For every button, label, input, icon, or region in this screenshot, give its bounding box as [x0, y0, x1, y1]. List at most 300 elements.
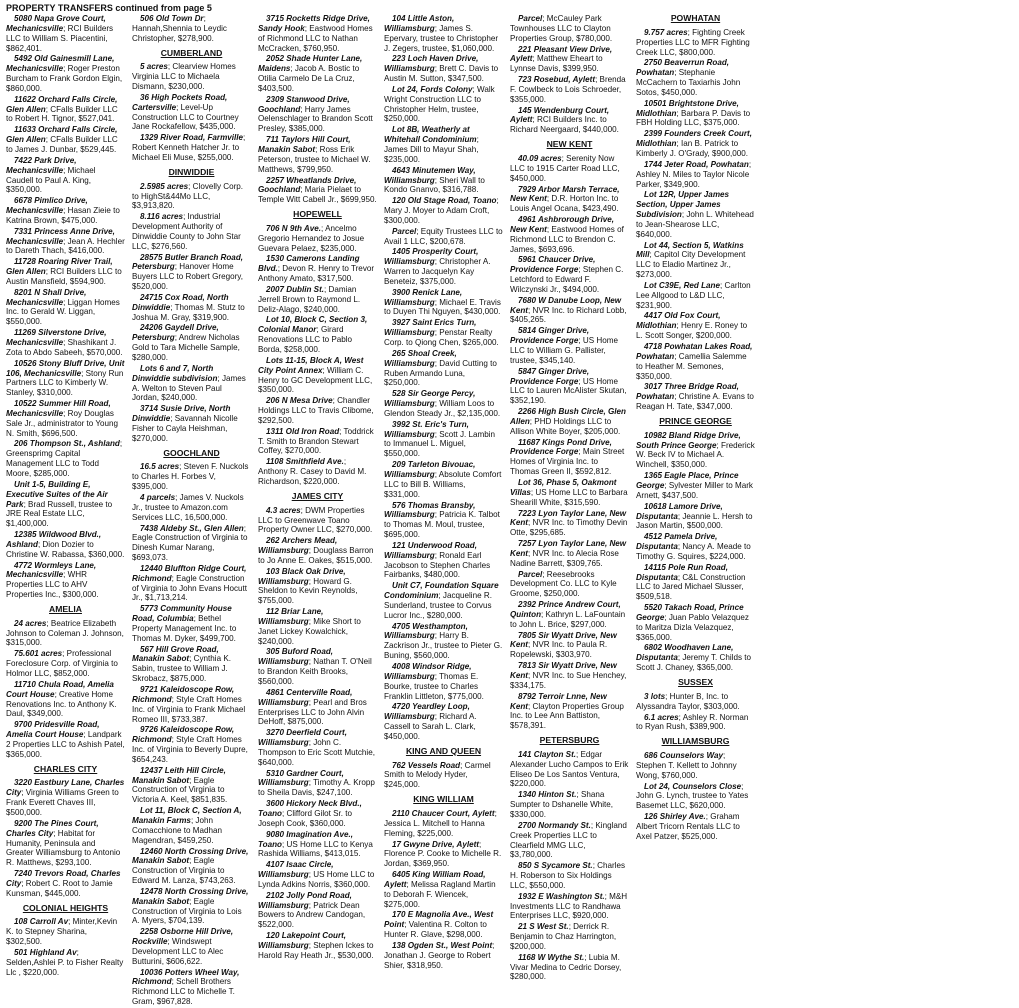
property-address: 2052 Shade Hunter Lane, Maidens [258, 54, 363, 74]
transfer-entry [384, 288, 503, 318]
transfer-entry [636, 190, 755, 239]
transfer-details: ; Matthew Eheart to Lynnse Davis, $399,950. [510, 54, 603, 74]
transfer-details: ; Beatrice Elizabeth Johnson to Coleman J. Johnson, $315,000. [6, 618, 124, 648]
transfer-details: ; John G. Lynch, trustee to Yates Basemet LLC, $620,000. [636, 781, 749, 811]
transfer-details: ; John C. Thompson to Eric Scott Mutchie, $640,000. [258, 738, 375, 767]
transfer-entry [384, 389, 503, 419]
transfer-entry [510, 367, 629, 406]
transfer-entry [6, 948, 125, 978]
property-address: 3220 Eastbury Lane, Charles City [6, 778, 125, 798]
transfer-entry [6, 720, 125, 759]
transfer-entry [636, 342, 755, 381]
transfer-details: ; Barbara P. Davis to FBH Holding LLC, $375,000. [636, 108, 751, 128]
property-address: 7438 Aldeby St., Glen Allen [140, 523, 244, 533]
property-address: Lot 8B, Weatherly at Whitehall Condominium [384, 125, 477, 145]
property-address: 10982 Bland Ridge Drive, South Prince George [636, 430, 741, 450]
property-address: 11269 Silverstone Drive, Mechanicsville [6, 328, 107, 347]
property-address: Lot 11, Block C, Section A, Manakin Farms [132, 806, 242, 825]
transfer-entry [384, 420, 503, 459]
property-address: 2309 Stanwood Drive, Goochland [258, 94, 350, 114]
transfer-entry [6, 530, 125, 560]
transfer-entry [132, 323, 251, 362]
property-address: 4772 Wormleys Lane, Mechanicsville [6, 560, 97, 580]
property-address: 501 Highland Av [14, 947, 77, 957]
transfer-entry [384, 166, 503, 196]
transfer-entry [384, 227, 503, 247]
transfer-details: ; Eagle Construction of Virginia to Lois A. Myers, $704,139. [132, 896, 242, 926]
transfer-details: ; RCI Builders LLC to Austin Mansfield, $594,900. [6, 267, 122, 286]
transfer-details: ; Brenda F. Cowlbeck to Lois Schroeder, $355,000. [510, 75, 626, 104]
property-address: 2266 High Bush Circle, Glen Allen [510, 407, 626, 426]
transfer-entry [132, 212, 251, 251]
transfer-entry [384, 941, 503, 971]
property-address: 2007 Dublin St. [266, 284, 325, 294]
transfer-details: ; James Dill to Mayur Shah, $235,000. [384, 135, 479, 164]
property-address: 2.5985 acres [140, 181, 189, 191]
property-address: Lots 11-15, Block A, West City Point Annex [258, 355, 364, 375]
transfer-details: ; NVR Inc. to Alecia Rose Nadine Barrett, $309,765. [510, 548, 619, 568]
transfer-entry [132, 685, 251, 724]
transfer-entry [132, 847, 251, 886]
transfer-details: ; Thomas M. Stutz to Joshua M. Gray, $319,900. [132, 302, 245, 322]
transfer-details: ; Graham Albert Tricorn Rentals LLC to Axel Patzer, $525,000. [636, 812, 740, 841]
transfer-details: ; Christine A. Evans to Reagan H. Tate, $347,000. [636, 392, 754, 412]
transfer-details: ; DWM Properties LLC to Greenwave Toano Property Owner LLC, $270,000. [258, 505, 373, 535]
property-address: 24206 Gaydell Drive, Petersburg [132, 323, 219, 343]
transfer-details: ; Girard Renovations LLC to Pablo Borda, $258,000. [258, 325, 353, 354]
transfer-details: ; Jeannie L. Hersh to Jason Martin, $500,000. [636, 511, 753, 531]
transfer-details: ; Damian Jerrell Brown to Raymond L. Deliz-Alago, $240,000. [258, 284, 361, 314]
transfer-entry [510, 215, 629, 254]
transfer-details: ; Brett C. Davis to Austin M. Sutton, $347,500. [384, 64, 499, 84]
transfer-details: ; Walk Wright Construction LLC to Christopher Helm, trustee, $250,000. [384, 84, 495, 124]
transfer-entry [258, 135, 377, 174]
columns [6, 14, 1015, 1008]
transfer-details: ; Ashley R. Norman to Ryan Rush, $389,900. [636, 712, 749, 732]
column-3 [258, 14, 377, 1008]
transfer-entry [636, 713, 755, 733]
transfer-details: ; NVR Inc. to Timothy Devin Otte, $295,685. [510, 518, 628, 538]
transfer-details: ; Harry B. Zackrison Jr., trustee to Pieter G. Buning, $560,000. [384, 631, 503, 661]
transfer-entry [258, 799, 377, 829]
transfer-details: ; Sylvester Miller to Mark Arnett, $437,500. [636, 480, 753, 500]
transfer-details: ; Toddrick T. Smith to Brandon Stewart Coffey, $270,000. [258, 426, 374, 456]
section-heading: CUMBERLAND [160, 47, 223, 58]
transfer-entry [132, 493, 251, 523]
transfer-entry [510, 661, 629, 691]
property-address: 7813 Sir Wyatt Drive, New Kent [510, 661, 617, 680]
property-address: 12437 Leith Hill Circle, Manakin Sabot [132, 765, 226, 785]
property-address: 9726 Kaleidoscope Row, Richmond [132, 725, 235, 745]
property-address: 7422 Park Drive, Mechanicsville [6, 155, 77, 175]
transfer-entry [258, 14, 377, 53]
property-address: 723 Rosebud, Aylett [518, 75, 596, 85]
section-heading: PRINCE GEORGE [659, 415, 732, 426]
transfer-details: ; US Home LLC to Lauren McAlister Skutan, $352,190. [510, 376, 627, 406]
property-address: 209 Tarleton Bivouac, Williamsburg [384, 460, 476, 479]
property-address: 7929 Arbor Marsh Terrace, New Kent [510, 184, 620, 204]
transfer-details: ; Richard A. Cassell to Sarah L. Clark, $450,000. [384, 712, 477, 741]
property-address: 11728 Roaring River Trail, Glen Allen [6, 257, 113, 277]
transfer-entry [384, 761, 503, 791]
property-address: Lot 44, Section 5, Watkins Mill [636, 240, 744, 260]
transfer-entry [6, 619, 125, 649]
property-address: 3900 Renick Lane, Williamsburg [384, 287, 463, 307]
property-address: 8201 N Shall Drive, Mechanicsville [6, 287, 87, 307]
property-address: 686 Counselors Way [644, 751, 724, 761]
transfer-details: ; Jeremy T. Childs to Scott J. Chaney, $365,000. [636, 653, 751, 673]
transfer-details: ; Robert Kenneth Hatcher Jr. to Michael Eli Muse, $255,000. [132, 133, 246, 162]
transfer-details: ; Thomas E. Bourke, trustee to Charles Franklin Littleton, $775,000. [384, 671, 484, 701]
transfer-entry [258, 254, 377, 284]
property-address: 14115 Pole Run Road, Disputanta [636, 562, 728, 582]
property-address: 506 Old Town Dr [140, 14, 204, 23]
transfer-details: ; Main Street Homes of Virginia Inc. to Thomas Green II, $592,812. [510, 447, 625, 477]
property-address: 3992 St. Eric's Turn, Williamsburg [384, 419, 469, 439]
transfer-details: ; CFalls Builder LLC to James J. Dunbar, $529,445. [6, 135, 118, 154]
section-heading: CHARLES CITY [33, 763, 98, 774]
property-address: 36 High Pockets Road, Cartersville [132, 92, 228, 112]
property-address: 4008 Windsor Ridge, Williamsburg [384, 662, 472, 681]
property-address: 7805 Sir Wyatt Drive, New Kent [510, 630, 617, 650]
transfer-details: ; James S. Epervary, trustee to Christopher J. Zegers, trustee, $1,060,000. [384, 23, 499, 53]
transfer-entry [384, 349, 503, 388]
property-address: 120 Old Stage Road, Toano [392, 196, 497, 206]
section-heading: SUSSEX [678, 677, 713, 687]
transfer-details: ; C&L Construction LLC to Jared Michael Slusser, $509,518. [636, 572, 746, 602]
transfer-entry [258, 396, 377, 426]
transfer-entry [384, 54, 503, 84]
transfer-details: ; Style Craft Homes Inc. of Virginia to Frank Michael Romeo III, $733,387. [132, 694, 246, 724]
transfer-details: ; John L. Whitehead to Jean-Shearose LLC, $640,000. [636, 210, 754, 239]
section-heading: DINWIDDIE [168, 166, 215, 177]
transfer-entry [510, 438, 629, 477]
transfer-details: ; Edgar Alexander Lucho Campos to Erik Eliseo De Los Santos Ventura, $220,000. [510, 749, 629, 789]
property-address: 5080 Napa Grove Court, Mechanicsville [6, 14, 106, 33]
transfer-entry [510, 106, 629, 136]
property-address: 4718 Powhatan Lakes Road, Powhatan [636, 342, 753, 361]
transfer-entry [510, 922, 629, 952]
property-address: Parcel [392, 226, 417, 236]
transfer-entry [636, 58, 755, 97]
property-address: 4512 Pamela Drive, Disputanta [636, 532, 718, 552]
transfer-details: ; Professional Foreclosure Corp. of Virginia to Holmor LLC, $852,000. [6, 649, 118, 678]
property-address: 7240 Trevors Road, Charles City [6, 869, 121, 888]
property-address: 2258 Osborne Hill Drive, Rockville [132, 927, 234, 947]
transfer-details: ; Michael E. Travis to Duyen Thi Nguyen, $430,000. [384, 297, 501, 317]
transfer-entry [510, 326, 629, 365]
transfer-entry [384, 910, 503, 940]
transfer-entry [258, 769, 377, 799]
transfer-details: ; Eagle Construction of Virginia to Victoria A. Keel, $851,835. [132, 775, 228, 805]
transfer-details: ; Clayton Properties Group Inc. to Lee Ann Battiston, $578,391. [510, 701, 624, 731]
transfer-details: ; Robert C. Root to Jamie Kunsman, $445,000. [6, 878, 113, 898]
transfer-details: ; Anthony R. Casey to David M. Richardson, $220,000. [258, 457, 367, 486]
transfer-details: ; William Loos to Glendon Steady Jr., $2,135,000. [384, 399, 501, 418]
property-address: 3017 Three Bridge Road, Powhatan [636, 382, 739, 402]
transfer-details: ; Michael Caudell to Paul A. King, $350,000. [6, 165, 96, 195]
transfer-details: ; Pearl and Bros Enterprises LLC to John Alvin DeHoff, $875,000. [258, 697, 367, 727]
property-address: 2257 Wheatlands Drive, Goochland [258, 175, 357, 195]
transfer-entry [258, 356, 377, 395]
transfer-details: ; Nancy A. Meade to Timothy G. Squires, $224,000. [636, 542, 751, 561]
transfer-entry [510, 539, 629, 569]
transfer-details: ; John Comacchione to Madhan Magendran, $459,250. [132, 815, 222, 845]
transfer-details: ; Jonathan J. George to Robert Shier, $318,950. [384, 940, 495, 970]
transfer-entry [636, 643, 755, 673]
transfer-details: ; Harry James Oelenschlager to Brandon Scott Presley, $385,000. [258, 104, 373, 134]
transfer-entry [132, 133, 251, 163]
transfer-details: ; Dion Dozier to Christine W. Rabassa, $360,000. [6, 539, 125, 559]
property-address: 4 parcels [140, 492, 176, 502]
transfer-entry [258, 54, 377, 93]
transfer-entry [384, 702, 503, 741]
transfer-entry [6, 257, 125, 287]
property-address: 24 acres [14, 618, 47, 628]
property-address: 576 Thomas Bransby, Williamsburg [384, 500, 476, 520]
property-address: 170 E Magnolia Ave., West Point [384, 910, 494, 930]
property-address: 121 Underwood Road, Williamsburg [384, 540, 477, 560]
transfer-entry [258, 457, 377, 487]
property-address: 9700 Pridesville Road, Amelia Court House [6, 720, 100, 740]
transfer-entry [636, 382, 755, 412]
transfer-entry [6, 288, 125, 327]
transfer-entry [6, 819, 125, 868]
section-heading: GOOCHLAND [163, 447, 220, 458]
transfer-entry [636, 812, 755, 842]
property-address: 1340 Hinton St. [518, 790, 577, 800]
transfer-details: ; Jean A. Hechler to Dareth Thach, $416,000. [6, 236, 125, 256]
transfer-details: ; Stephanie McCachern to Taxiarhis John Sotos, $450,000. [636, 68, 741, 97]
transfer-details: ; CFalls Builder LLC to Robert H. Tignor, $527,041. [6, 104, 118, 124]
transfer-details: ; Valentina R. Colton to Hunter R. Glave, $298,000. [384, 920, 487, 940]
transfer-entry [384, 247, 503, 286]
property-address: 1932 E Washington St. [518, 891, 605, 901]
transfer-details: ; Clearview Homes Virginia LLC to Michaela Dismann, $230,000. [132, 62, 236, 92]
transfer-entry [636, 281, 755, 311]
transfer-details: ; Hannah,Shennia to Leydic Christopher, $278,900. [132, 14, 227, 43]
property-address: 8.116 acres [140, 212, 184, 222]
transfer-details: ; McCauley Park Townhouses LLC to Clayton Properties Group, $780,000. [510, 14, 613, 43]
section-heading: KING AND QUEEN [405, 745, 482, 756]
transfer-entry [258, 315, 377, 354]
transfer-entry [6, 917, 125, 947]
property-address: 108 Carroll Av [14, 917, 69, 927]
property-address: 6.1 acres [644, 712, 679, 722]
transfer-entry [510, 296, 629, 326]
property-address: Parcel [518, 569, 543, 579]
transfer-details: ; Camellia Salemme to Heather M. Semones, $350,000. [636, 351, 747, 381]
property-address: 3715 Rocketts Ridge Drive, Sandy Hook [258, 14, 370, 33]
transfer-details: ; Scott J. Lambin to Immanuel L. Miguel, $550,000. [384, 429, 496, 459]
property-address: 4861 Centerville Road, Williamsburg [258, 687, 353, 707]
property-address: 7223 Lyon Taylor Lane, New Kent [510, 508, 627, 528]
transfer-entry [510, 14, 629, 44]
transfer-details: ; Absolute Comfort LLC to Bill B. Williams, $331,000. [384, 469, 502, 499]
property-address: 10036 Potters Wheel Way, Richmond [132, 967, 240, 987]
transfer-entry [384, 809, 503, 839]
property-address: Lots 6 and 7, North Dinwiddie subdivision [132, 363, 218, 383]
property-address: 305 Buford Road, Williamsburg [258, 647, 334, 667]
transfer-details: ; Timothy A. Kropp to Sheila Davis, $247,100. [258, 778, 375, 798]
transfer-entry [6, 778, 125, 817]
property-address: Unit 1-5, Building E, Executive Suites of the Air Park [6, 479, 108, 509]
transfer-entry [6, 359, 125, 398]
transfer-entry [132, 462, 251, 492]
transfer-entry [6, 399, 125, 438]
property-address: 141 Clayton St. [518, 749, 577, 759]
transfer-entry [132, 364, 251, 403]
transfer-details: ; Melissa Ragland Martin to Deborah F. Wiencek, $275,000. [384, 879, 496, 909]
transfer-entry [6, 561, 125, 600]
property-address: 16.5 acres [140, 462, 180, 472]
transfer-details: ; Ian B. Patrick to Kimberly J. O'Grady, $900,000. [636, 139, 749, 158]
transfer-entry [510, 185, 629, 215]
transfer-entry [6, 680, 125, 719]
transfer-details: ; Hanover Home Buyers LLC to Robert Gregory, $520,000. [132, 262, 243, 292]
transfer-details: ; RCI Builders Inc. to Richard Neergaard, $440,000. [510, 115, 619, 135]
property-address: 221 Pleasant View Drive, Aylett [510, 44, 613, 64]
transfer-details: ; WHR Properties LLC to AHV Properties Inc., $300,000. [6, 570, 99, 600]
transfer-entry [636, 311, 755, 341]
transfer-details: ; D.R. Horton Inc. to Louis Angel Ocana, $423,490. [510, 194, 619, 214]
property-address: 12460 North Crossing Drive, Manakin Sabot [132, 846, 249, 866]
section-heading: AMELIA [49, 603, 82, 614]
property-address: 10526 Stony Bluff Drive, Unit 106, Mechanicsville [6, 358, 125, 378]
transfer-entry [258, 536, 377, 566]
transfer-entry [384, 125, 503, 164]
transfer-details: ; Nathan T. O'Neil to Brandon Keith Brooks, $560,000. [258, 657, 372, 686]
transfer-details: ; Patrick Dean Bowers to Andrew Candogan, $522,000. [258, 900, 366, 930]
transfer-entry [636, 160, 755, 190]
property-address: 10522 Summer Hill Road, Mechanicsville [6, 399, 111, 418]
property-address: 2700 Normandy St. [518, 820, 591, 830]
transfer-entry [258, 647, 377, 686]
transfer-entry [384, 662, 503, 701]
transfer-entry [384, 581, 503, 620]
transfer-entry [384, 460, 503, 499]
transfer-entry [132, 766, 251, 805]
property-address: Lot 24, Counselors Close [644, 781, 742, 791]
section-heading: KING WILLIAM [413, 794, 474, 805]
property-address: Lot 36, Phase 5, Oakmont Villas [510, 477, 617, 497]
property-address: 75.601 acres [14, 649, 63, 659]
transfer-details: ; Eastwood Homes of Richmond LLC to Nathan McCracken, $760,950. [258, 23, 373, 53]
property-address: 11710 Chula Road, Amelia Court House [6, 679, 114, 699]
property-address: 6405 King William Road, Aylett [384, 870, 486, 889]
transfer-details: ; Industrial Development Authority of Dinwiddie County to John Star LLC, $276,560. [132, 212, 241, 251]
property-address: 1744 Jeter Road, Powhatan [644, 159, 749, 169]
transfer-entry [510, 692, 629, 731]
property-address: 567 Hill Grove Road, Manakin Sabot [132, 644, 219, 664]
transfer-entry [510, 892, 629, 922]
transfer-details: ; Clovelly Corp. to HighSt&44Mo LLC, $3,913,820. [132, 181, 244, 211]
transfer-details: ; Mary J. Moyer to Adam Croft, $300,000. [384, 196, 499, 225]
property-address: 8792 Terroir Lnne, New Kent [510, 691, 607, 711]
transfer-entry [6, 14, 125, 53]
property-address: 120 Lakepoint Court, Williamsburg [258, 931, 347, 950]
transfer-details: ; Ancelmo Gregorio Hernandez to Josue Guevara Pelaez, $235,000. [258, 223, 365, 253]
transfer-entry [6, 439, 125, 478]
transfer-details: ; US Home LLC to Barbara Shearill White, $315,590. [510, 487, 628, 507]
transfer-details: ; NVR Inc. to Sue Henchey, $334,175. [510, 671, 627, 690]
transfer-details: ; Hunter B, Inc. to Alyssandra Taylor, $303,000. [636, 691, 740, 711]
transfer-details: ; William C. Henry to GC Development LLC, $350,000. [258, 365, 373, 395]
property-address: 40.09 acres [518, 153, 562, 163]
transfer-details: ; Kathryn L. LaFountain to John L. Brice, $297,000. [510, 609, 626, 629]
transfer-entry [636, 532, 755, 562]
transfer-entry [636, 782, 755, 812]
property-address: 1329 River Road, Farmville [140, 133, 244, 143]
transfer-entry [384, 622, 503, 661]
property-address: 24715 Cox Road, North Dinwiddie [132, 292, 229, 312]
property-address: 5520 Takach Road, Prince George [636, 603, 744, 622]
transfer-entry [132, 564, 251, 603]
transfer-entry [132, 404, 251, 443]
property-address: 126 Shirley Ave. [644, 812, 706, 822]
property-address: Unit C7, Foundation Square Condominium [384, 581, 499, 601]
transfer-entry [258, 728, 377, 767]
transfer-entry [510, 631, 629, 661]
property-address: 206 N Mesa Drive [266, 396, 333, 406]
transfer-entry [510, 600, 629, 630]
transfer-entry [258, 567, 377, 606]
transfer-entry [132, 927, 251, 966]
transfer-details: ; Jacob A. Bostic to Otilia Carmelo De La Cruz, $403,500. [258, 64, 360, 93]
property-address: 1365 Eagle Place, Prince George [636, 471, 739, 490]
transfer-entry [132, 93, 251, 132]
section-heading: HOPEWELL [293, 209, 342, 220]
transfer-details: ; Serenity Now LLC to 1915 Carter Road LLC, $450,000. [510, 153, 620, 183]
property-address: 711 Taylors Hill Court, Manakin Sabot [258, 135, 351, 154]
transfer-entry [384, 14, 503, 53]
transfer-entry [258, 95, 377, 134]
transfer-entry [636, 99, 755, 129]
transfer-entry [636, 241, 755, 280]
property-address: Lot 24, Fords Colony [392, 84, 473, 94]
transfer-entry [258, 285, 377, 315]
transfer-entry [510, 821, 629, 860]
transfer-details: ; Christopher A. Warren to Jacquelyn Kay Beneteiz, $375,000. [384, 257, 491, 286]
transfer-entry [6, 227, 125, 257]
transfer-entry [132, 293, 251, 323]
property-address: 265 Shoal Creek, Williamsburg [384, 348, 457, 368]
property-address: 4961 Ashbrorough Drive, New Kent [510, 215, 614, 234]
transfer-entry [6, 480, 125, 529]
transfer-details: ; Windswept Development LLC to Alec Butturini, $606,622. [132, 937, 224, 966]
transfer-details: ; Maria Pielaet to Temple Witt Cabell Jr., $699,950. [258, 185, 377, 205]
column-4 [384, 14, 503, 1008]
transfer-details: ; Roy Douglas Sale Jr., administrator to Young N. Smith, $696,500. [6, 408, 119, 438]
transfer-details: ; Level-Up Construction LLC to Courtney Jane Rockafellow, $435,000. [132, 102, 239, 132]
transfer-details: ; Howard G. Sheldon to Kevin Reynolds, $755,000. [258, 576, 358, 606]
property-address: 4107 Isaac Circle, Williamsburg [258, 860, 334, 880]
property-address: 3714 Susie Drive, North Dinwiddie [132, 404, 231, 424]
section-heading: NEW KENT [546, 139, 593, 150]
transfer-entry [510, 509, 629, 539]
transfer-details: ; PHD Holdings LLC to Allison White Boyer, $205,000. [510, 416, 621, 436]
property-address: 4417 Old Fox Court, Midlothian [636, 311, 721, 331]
transfer-entry [258, 506, 377, 536]
transfer-entry [258, 891, 377, 930]
property-address: 138 Ogden St., West Point [392, 940, 493, 950]
transfer-details: ; Shashikant J. Zota to Abdo Sabeeh, $570,000. [6, 338, 123, 357]
transfer-details: ; Bethel Property Management Inc. to Thomas M. Dyker, $499,700. [132, 614, 237, 643]
property-address: 262 Archers Mead, Williamsburg [258, 536, 338, 556]
transfer-details: ; Creative Home Renovations Inc. to Anthony K. Daul, $349,000. [6, 689, 117, 719]
property-address: 10618 Lamore Drive, Disputanta [636, 501, 723, 521]
property-address: 3 lots [644, 691, 666, 701]
